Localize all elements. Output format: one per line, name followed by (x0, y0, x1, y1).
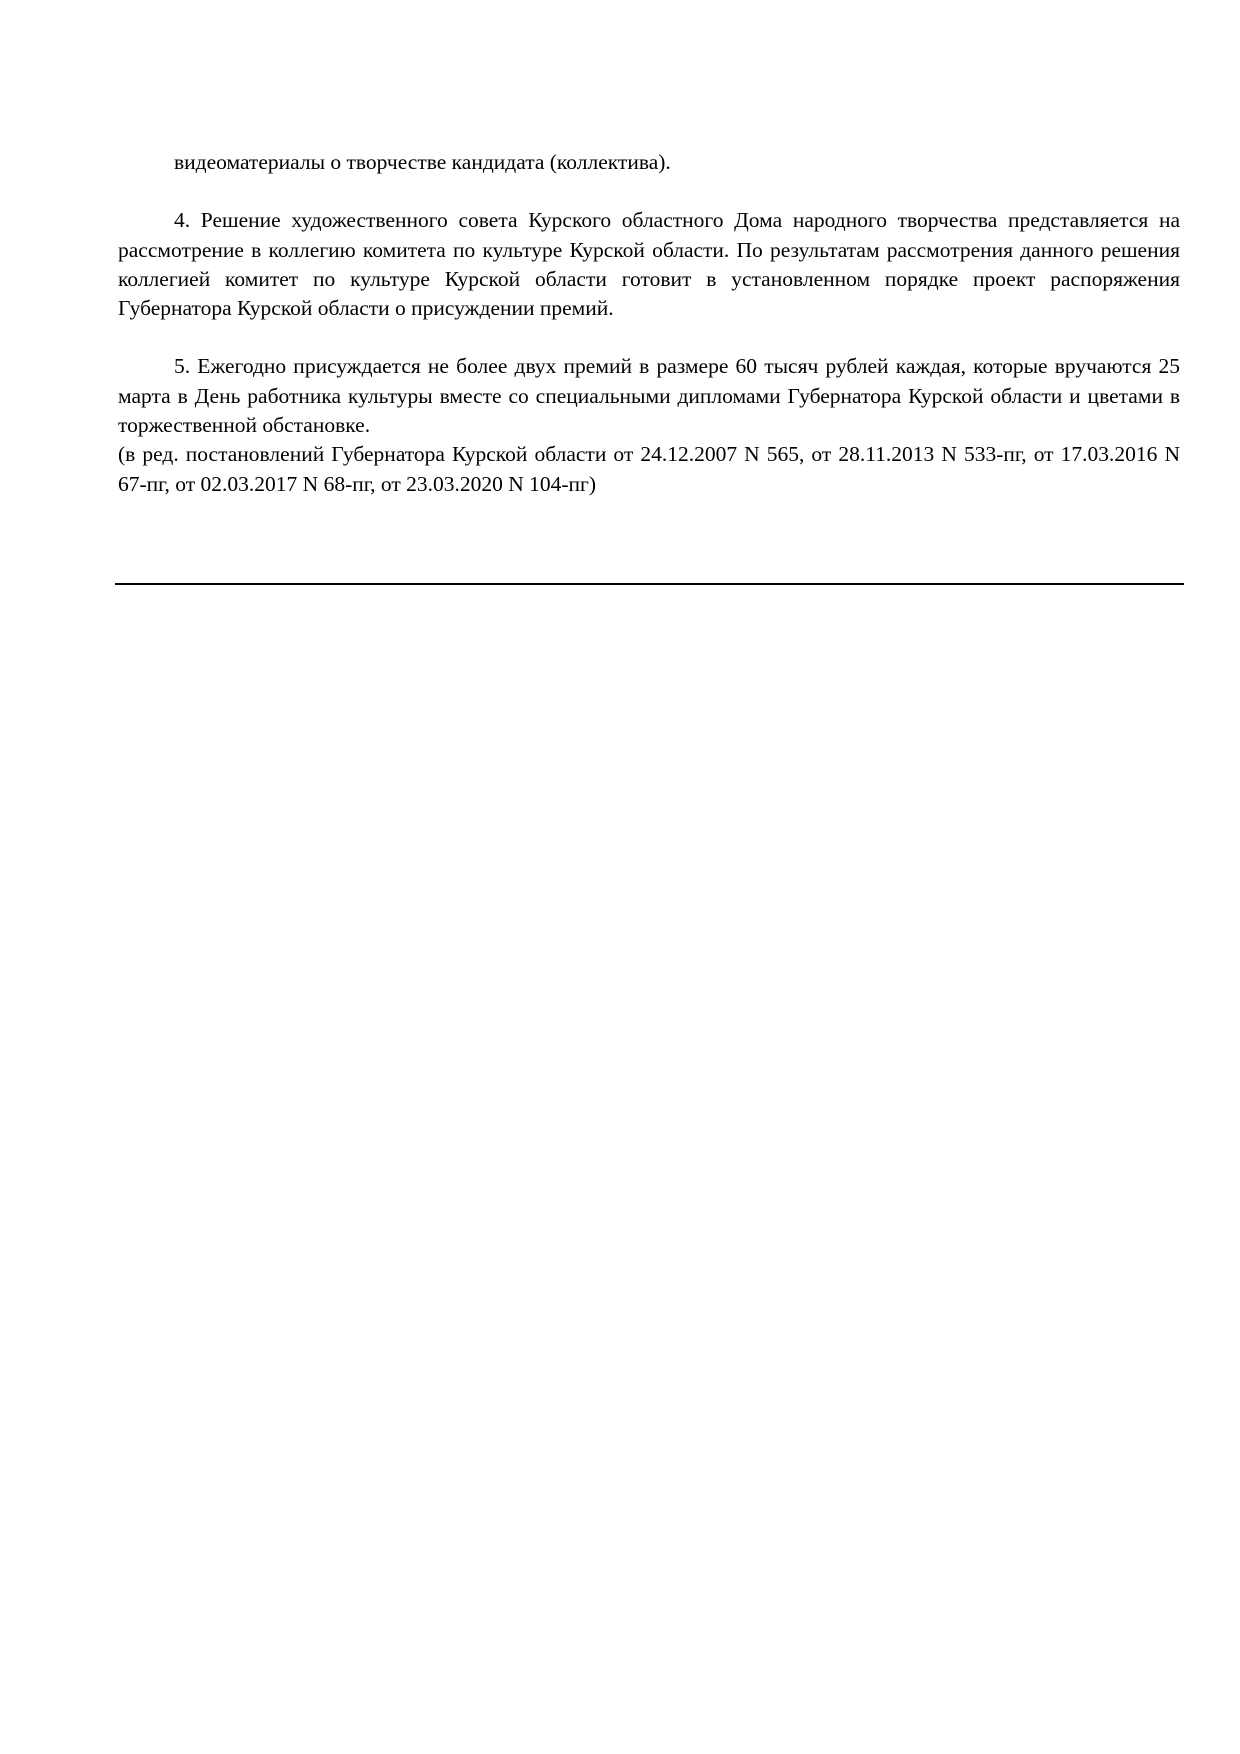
amendment-note: (в ред. постановлений Губернатора Курской области от 24.12.2007 N 565, от 28.11.2013 N 533-пг, от 17.03.2016 N 67-пг, от 02.03.2017 N 68-пг, от 23.03.2020 N 104-пг) (118, 442, 1180, 496)
paragraph-5: 5. Ежегодно присуждается не более двух премий в размере 60 тысяч рублей каждая, которые вручаются 25 марта в День работника культуры вместе со специальными дипломами Губернатора Курской области и цветами в торжественной обстановке. (118, 354, 1180, 438)
document-page (118, 148, 1180, 499)
horizontal-divider (115, 583, 1184, 585)
continuation-text: видеоматериалы о творчестве кандидата (коллектива). (174, 150, 671, 174)
paragraph-4: 4. Решение художественного совета Курского областного Дома народного творчества представляется на рассмотрение в коллегию комитета по культуре Курской области. По результатам рассмотрения данного решения коллегией комитет по культуре Курской области готовит в установленном порядке проект распоряжения Губернатора Курской области о присуждении премий. (118, 208, 1180, 321)
